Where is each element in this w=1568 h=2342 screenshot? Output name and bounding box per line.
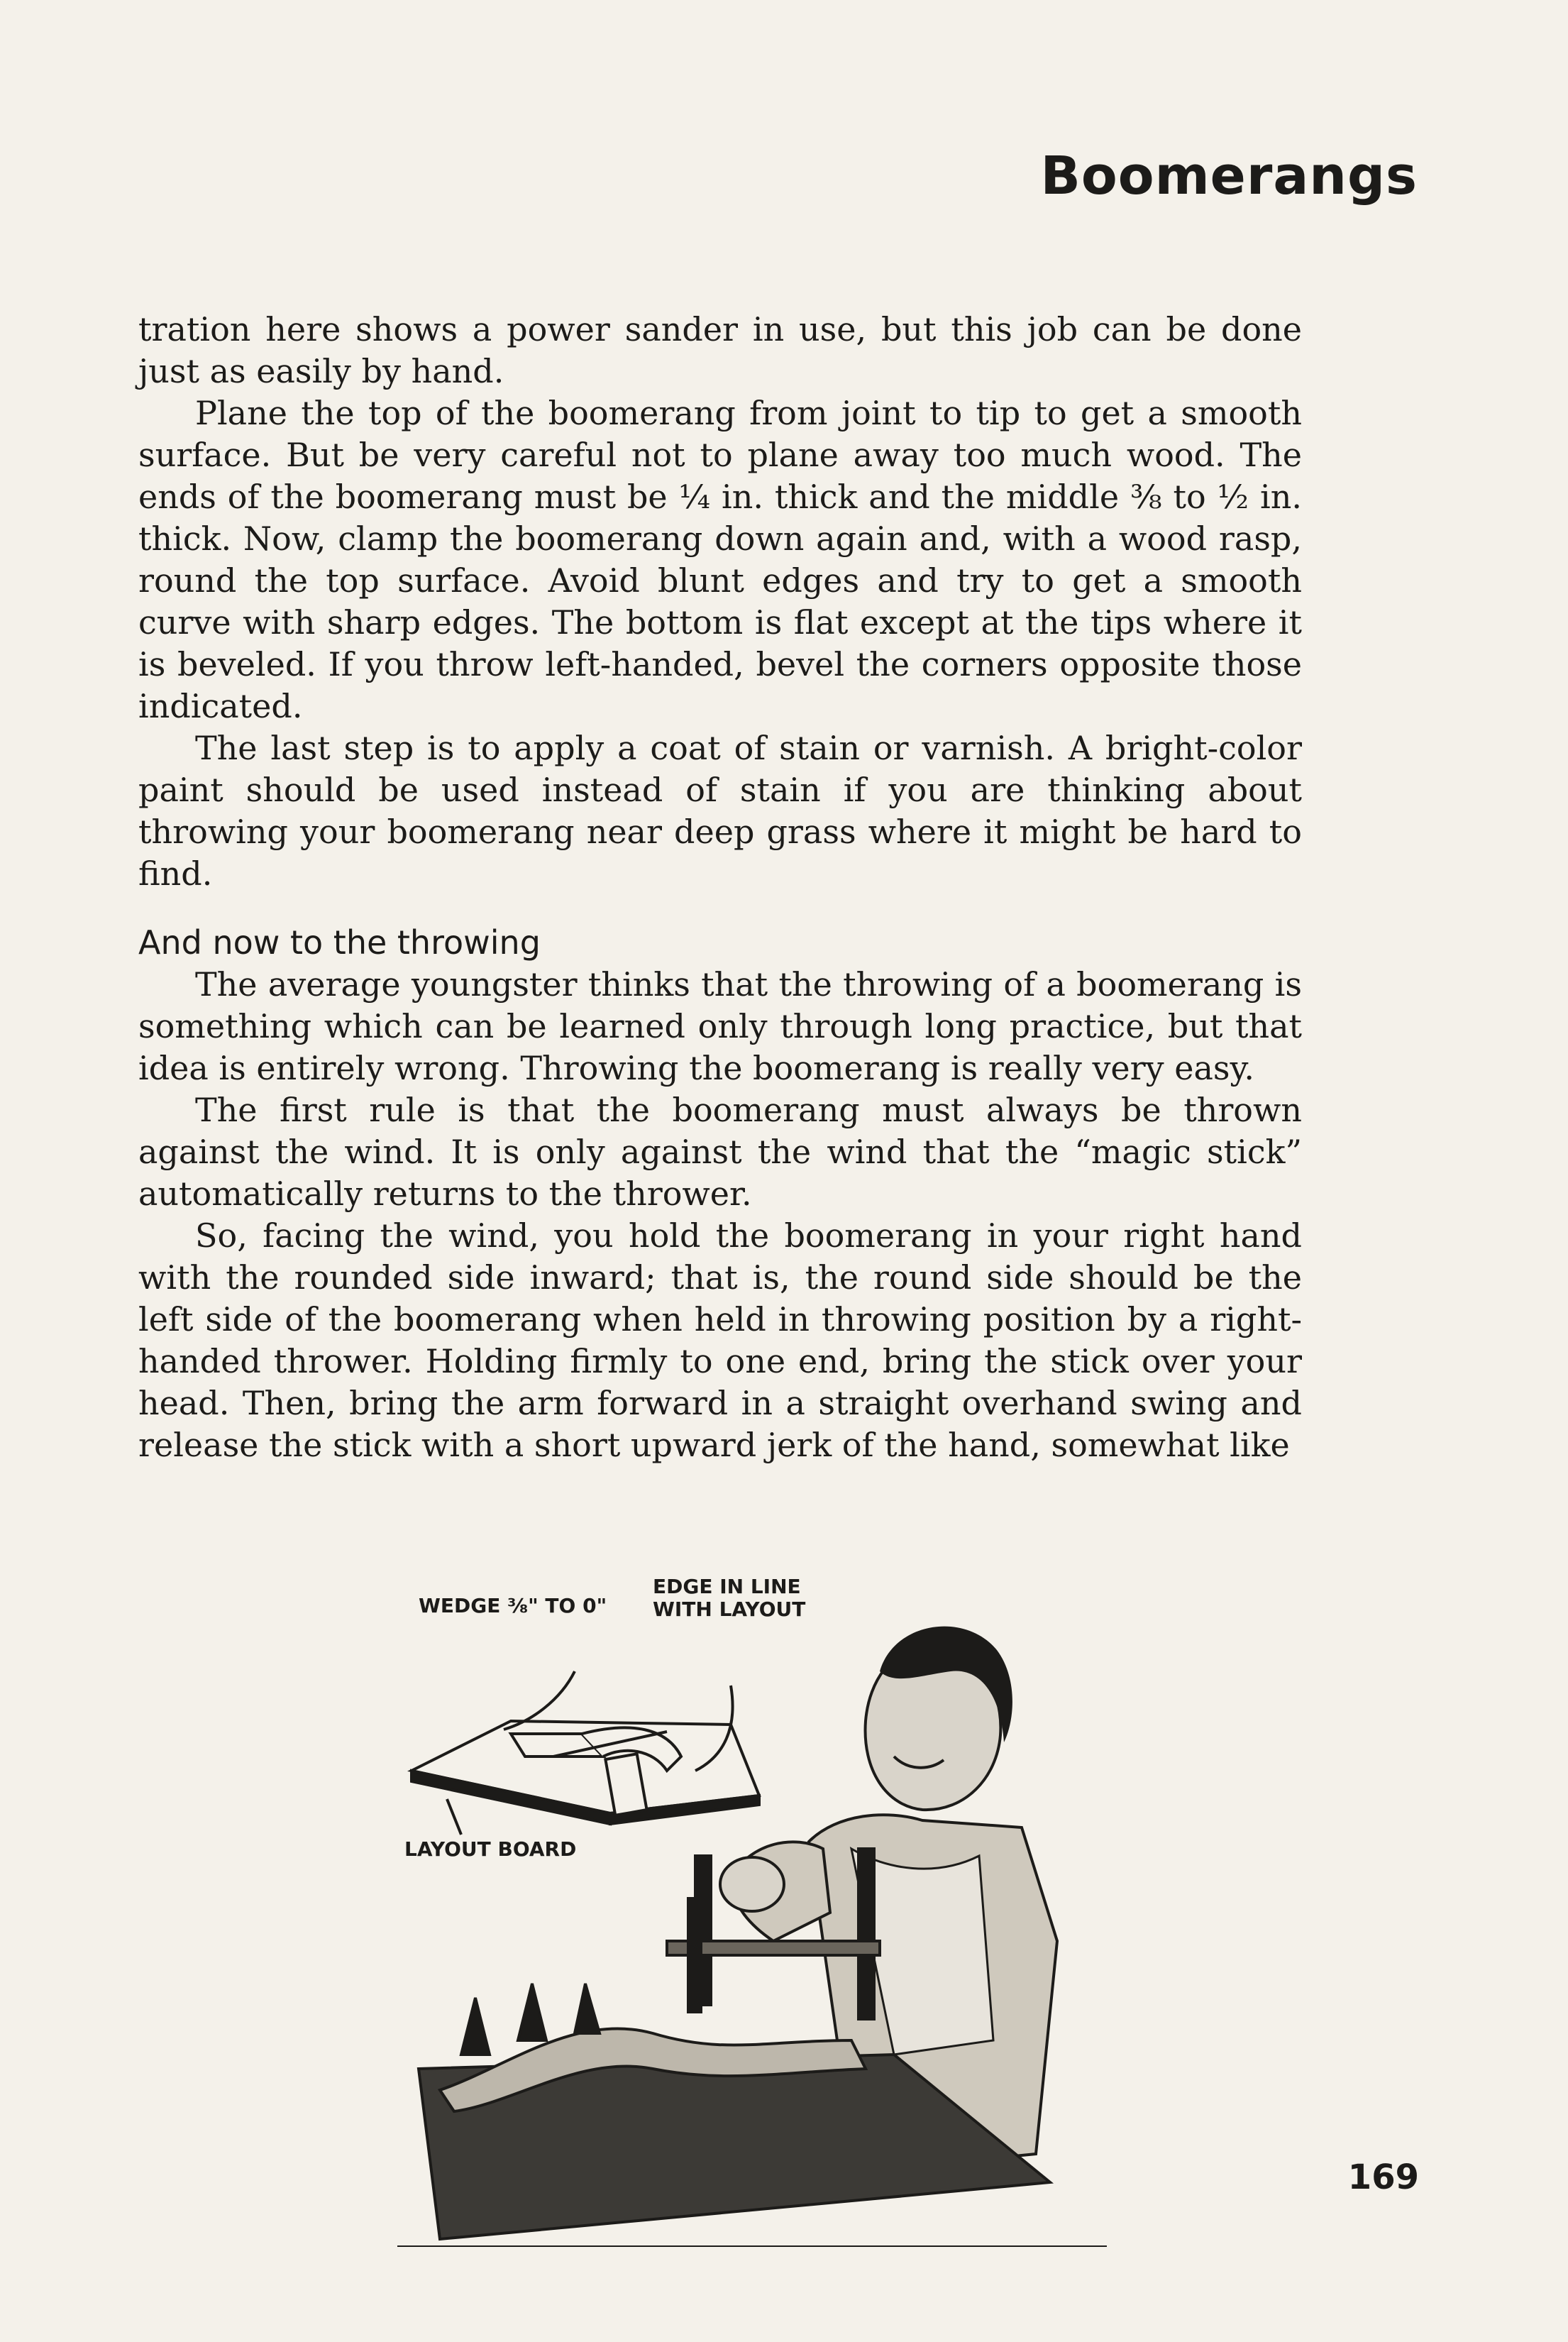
page-number: 169	[1347, 2157, 1419, 2197]
paragraph: So, facing the wind, you hold the boomerang in your right hand with the rounded side inward; that is, the round side should be the left side of the boomerang when held in throwing position by a right-handed thrower. Holding firmly to one end, bring the stick over your head. Then, bring the arm forward in a straight overhand swing and release the stick with a short upward jerk of the hand, somewhat like	[138, 1216, 1302, 1464]
paragraph: The average youngster thinks that the throwing of a boomerang is something which can be learned only through long practice, but that idea is entirely wrong. Throwing the boomerang is really very easy.	[138, 965, 1302, 1087]
paragraph: The first rule is that the boomerang must always be thrown against the wind. It is only against the wind that the “magic stick” automatically returns to the thrower.	[138, 1091, 1302, 1213]
edge-in-line-label-line1: EDGE IN LINE	[653, 1575, 801, 1598]
section-heading: And now to the throwing	[138, 923, 541, 962]
paragraph: tration here shows a power sander in use, but this job can be done just as easily by hand.	[138, 310, 1302, 390]
illustration-figure	[397, 1544, 1107, 2282]
layout-board-diagram	[412, 1671, 759, 1835]
edge-in-line-label-line2: WITH LAYOUT	[653, 1598, 806, 1621]
paragraph: The last step is to apply a coat of stain or varnish. A bright-color paint should be used instead of stain if you are thinking about throwing your boomerang near deep grass where it might be hard to find.	[138, 729, 1302, 893]
wedge-label: WEDGE ⅜" TO 0"	[419, 1594, 607, 1617]
page-header-title: Boomerangs	[1040, 145, 1418, 207]
body-text	[138, 309, 1302, 1466]
paragraph: Plane the top of the boomerang from joint to tip to get a smooth surface. But be very careful not to plane away too much wood. The ends of the boomerang must be ¼ in. thick and the middle ⅜ to ½ in. thick. Now, clamp the boomerang down again and, with a wood rasp, round the top surface. Avoid blunt edges and try to get a smooth curve with sharp edges. The bottom is flat except at the tips where it is beveled. If you throw left-handed, bevel the corners opposite those indicated.	[138, 394, 1302, 725]
layout-board-label: LAYOUT BOARD	[404, 1837, 577, 1861]
boy-clamping-boomerang-illustration	[397, 1544, 1107, 2282]
